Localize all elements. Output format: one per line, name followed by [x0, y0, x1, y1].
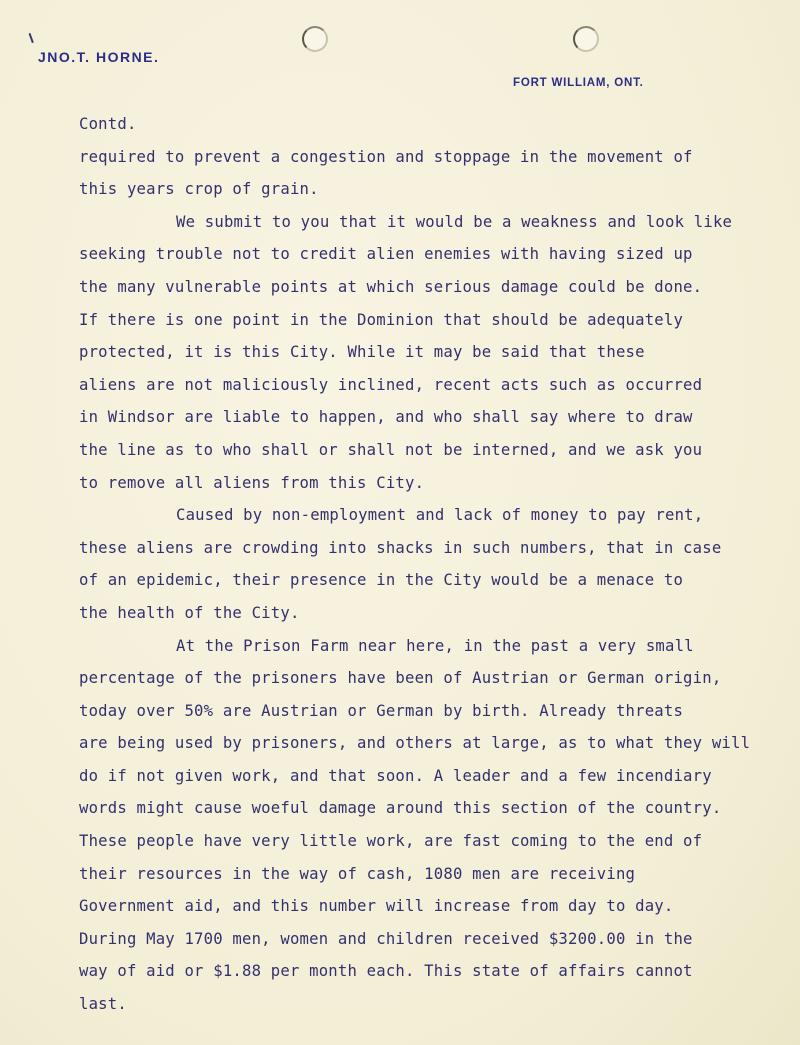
- body-line: way of aid or $1.88 per month each. This state of affairs cannot: [79, 962, 693, 981]
- continued-label: Contd.: [79, 115, 137, 133]
- ink-mark: [29, 31, 40, 43]
- body-line: the line as to who shall or shall not be interned, and we ask you: [79, 440, 703, 459]
- body-line: At the Prison Farm near here, in the past a very small: [176, 636, 694, 655]
- body-line: protected, it is this City. While it may be said that these: [79, 343, 645, 362]
- punch-hole-right: [573, 26, 599, 52]
- body-line: If there is one point in the Dominion that should be adequately: [79, 310, 684, 329]
- body-line: the health of the City.: [79, 603, 300, 622]
- body-line: today over 50% are Austrian or German by birth. Already threats: [79, 701, 684, 720]
- body-line: Caused by non-employment and lack of money to pay rent,: [176, 506, 704, 525]
- body-line: in Windsor are liable to happen, and who shall say where to draw: [79, 408, 693, 427]
- body-line: of an epidemic, their presence in the City would be a menace to: [79, 571, 684, 590]
- body-line: this years crop of grain.: [79, 180, 319, 199]
- body-line: Government aid, and this number will increase from day to day.: [79, 897, 674, 916]
- body-line: these aliens are crowding into shacks in such numbers, that in case: [79, 538, 722, 557]
- body-line: the many vulnerable points at which serious damage could be done.: [79, 277, 703, 296]
- body-line: seeking trouble not to credit alien enemies with having sized up: [79, 245, 693, 264]
- body-line: their resources in the way of cash, 1080 men are receiving: [79, 864, 636, 883]
- body-line: percentage of the prisoners have been of Austrian or German origin,: [79, 669, 722, 688]
- body-line: last.: [79, 995, 127, 1014]
- body-line: do if not given work, and that soon. A leader and a few incendiary: [79, 766, 712, 785]
- body-line: required to prevent a congestion and stoppage in the movement of: [79, 147, 693, 166]
- body-line: aliens are not maliciously inclined, recent acts such as occurred: [79, 375, 703, 394]
- body-line: words might cause woeful damage around this section of the country.: [79, 799, 722, 818]
- body-line: We submit to you that it would be a weakness and look like: [176, 212, 733, 231]
- letter-body: [79, 108, 769, 1021]
- body-line: to remove all aliens from this City.: [79, 473, 425, 492]
- body-line: are being used by prisoners, and others at large, as to what they will: [79, 734, 751, 753]
- body-line: These people have very little work, are fast coming to the end of: [79, 832, 703, 851]
- punch-hole-left: [302, 26, 328, 52]
- letterhead-place: FORT WILLIAM, ONT.: [513, 77, 644, 89]
- letterhead-name: JNO.T. HORNE.: [38, 49, 160, 65]
- body-line: During May 1700 men, women and children received $3200.00 in the: [79, 929, 693, 948]
